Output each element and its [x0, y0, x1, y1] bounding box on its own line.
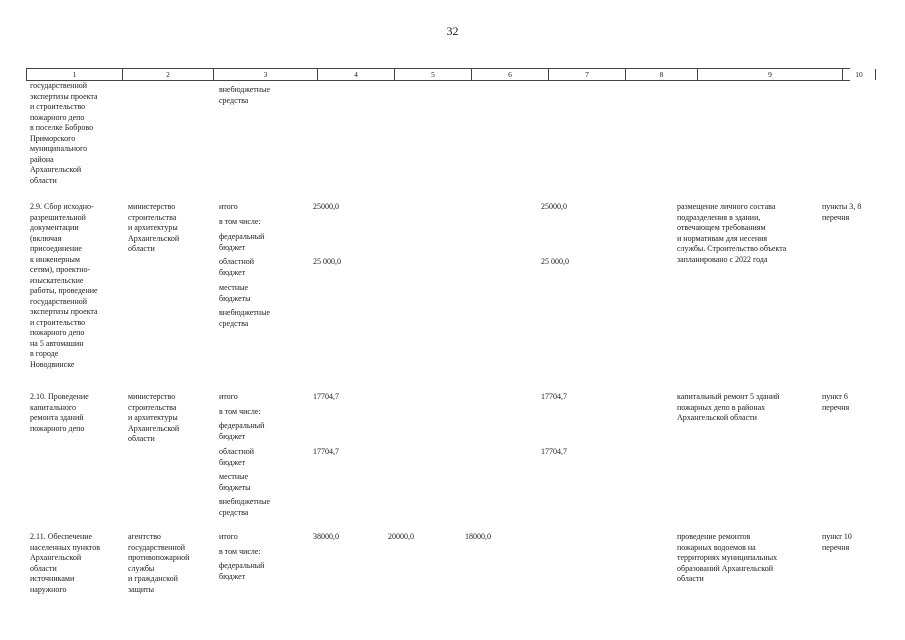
reference: пункты 3, 8 перечня: [822, 202, 862, 222]
column-number: 8: [625, 69, 697, 80]
source-extrabudget-label: внебюджетные средства: [219, 308, 270, 328]
executor: министерство строительства и архитектуры Архангельской области: [128, 202, 180, 253]
value-regional-col7: 25 000,0: [541, 257, 569, 266]
activity-title: 2.9. Сбор исходно- разрешительной документации (включая присоединение к инженерным сетям), проектно- изыскательские работы, проведение государственной экспертизы проекта и строительство пожарного депо на 5 автомашин в городе Новодвинске: [30, 202, 98, 369]
column-number: 1: [26, 69, 122, 80]
source-regional-label: областной бюджет: [219, 447, 255, 467]
column-number: 3: [213, 69, 317, 80]
source-total-label: итого: [219, 532, 238, 541]
expected-result: проведение ремонтов пожарных водоемов на территориях муниципальных образований Архангельской области: [677, 532, 778, 583]
reference: пункт 10 перечня: [822, 532, 852, 552]
source-local-label: местные бюджеты: [219, 472, 251, 492]
activity-title: 2.11. Обеспечение населенных пунктов Архангельской области источниками наружного: [30, 532, 101, 594]
source-incl-label: в том числе:: [219, 217, 261, 226]
column-number: 4: [317, 69, 394, 80]
source-regional-label: областной бюджет: [219, 257, 255, 277]
source-total-label: итого: [219, 202, 238, 211]
value-total-col4: 17704,7: [313, 392, 339, 401]
source-federal-label: федеральный бюджет: [219, 561, 265, 581]
continued-source-text: внебюджетные средства: [219, 85, 270, 105]
value-regional-col4: 25 000,0: [313, 257, 341, 266]
column-number: 2: [122, 69, 213, 80]
source-federal-label: федеральный бюджет: [219, 421, 265, 441]
column-number: 7: [548, 69, 625, 80]
activity-title: 2.10. Проведение капитального ремонта зданий пожарного депо: [30, 392, 89, 433]
page-number: 32: [446, 24, 459, 38]
column-number: 10: [842, 69, 876, 80]
expected-result: размещение личного состава подразделения в здании, отвечающем требованиям и нормативам для несения службы. Строительство объекта запланировано с 2022 года: [677, 202, 787, 264]
expected-result: капитальный ремонт 5 зданий пожарных депо в районах Архангельской области: [677, 392, 780, 422]
source-incl-label: в том числе:: [219, 407, 261, 416]
column-number: 5: [394, 69, 471, 80]
column-number: 9: [697, 69, 842, 80]
reference: пункт 6 перечня: [822, 392, 850, 412]
value-regional-col4: 17704,7: [313, 447, 339, 456]
continued-activity-text: государственной экспертизы проекта и строительство пожарного депо в поселке Боброво Приморского муниципального района Архангельской области: [30, 81, 98, 185]
value-total-col4: 25000,0: [313, 202, 339, 211]
source-extrabudget-label: внебюджетные средства: [219, 497, 270, 517]
value-total-col5: 20000,0: [388, 532, 414, 541]
value-total-col4: 38000,0: [313, 532, 339, 541]
value-total-col7: 25000,0: [541, 202, 567, 211]
source-total-label: итого: [219, 392, 238, 401]
value-total-col7: 17704,7: [541, 392, 567, 401]
executor: министерство строительства и архитектуры Архангельской области: [128, 392, 180, 443]
source-incl-label: в том числе:: [219, 547, 261, 556]
value-regional-col7: 17704,7: [541, 447, 567, 456]
column-number-header: [26, 68, 863, 81]
column-number: 6: [471, 69, 548, 80]
source-local-label: местные бюджеты: [219, 283, 251, 303]
executor: агентство государственной противопожарной службы и гражданской защиты: [128, 532, 190, 594]
source-federal-label: федеральный бюджет: [219, 232, 265, 252]
value-total-col6: 18000,0: [465, 532, 491, 541]
